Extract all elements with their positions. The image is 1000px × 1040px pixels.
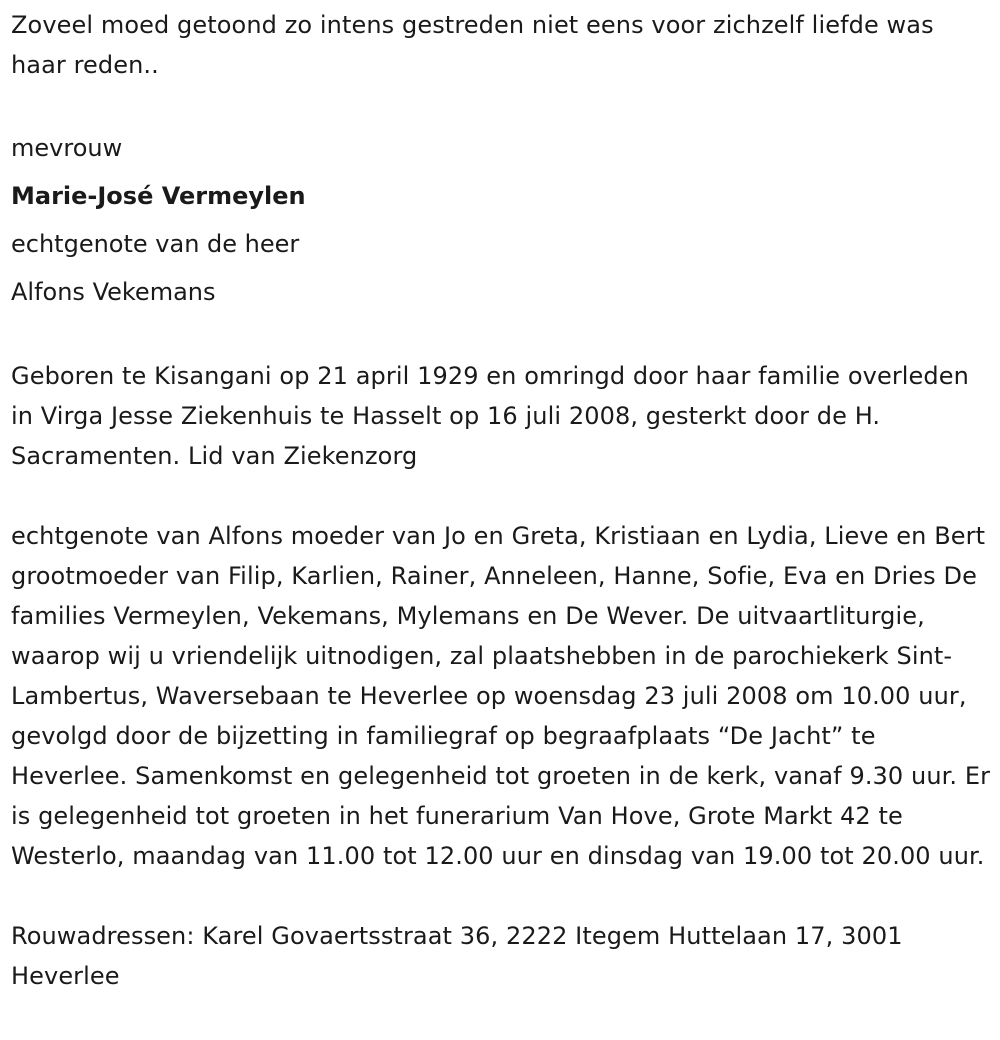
spacer — [11, 476, 991, 516]
family-and-service-paragraph: echtgenote van Alfons moeder van Jo en Greta, Kristiaan en Lydia, Lieve en Bert grootmoeder van Filip, Karlien, Rainer, Anneleen, Hanne, Sofie, Eva en Dries De families Vermeylen, Vekemans, Mylemans en De Wever. De uitvaartliturgie, waarop wij u vriendelijk uitnodigen, zal plaatshebben in de parochiekerk Sint-Lambertus, Waversebaan te Heverlee op woensdag 23 juli 2008 om 10.00 uur, gevolgd door de bijzetting in familiegraf op begraafplaats “De Jacht” te Heverlee. Samenkomst en gelegenheid tot groeten in de kerk, vanaf 9.30 uur. Er is gelegenheid tot groeten in het funerarium Van Hove, Grote Markt 42 te Westerlo, maandag van 11.00 tot 12.00 uur en dinsdag van 19.00 tot 20.00 uur. — [11, 522, 991, 870]
mourning-addresses: Rouwadressen: Karel Govaertsstraat 36, 2222 Itegem Huttelaan 17, 3001 Heverlee — [11, 922, 903, 990]
spacer — [11, 316, 991, 356]
obituary-document — [11, 0, 991, 996]
deceased-name: Marie-José Vermeylen — [11, 182, 306, 210]
spacer — [11, 85, 991, 124]
honorific-title: mevrouw — [11, 134, 123, 162]
spacer — [11, 876, 991, 916]
birth-death-paragraph: Geboren te Kisangani op 21 april 1929 en omringd door haar familie overleden in Virga Jesse Ziekenhuis te Hasselt op 16 juli 2008, gesterkt door de H. Sacramenten. Lid van Ziekenzorg — [11, 362, 969, 470]
opening-quote: Zoveel moed getoond zo intens gestreden niet eens voor zichzelf liefde was haar reden.. — [11, 11, 934, 79]
spouse-name: Alfons Vekemans — [11, 278, 216, 306]
spouse-label: echtgenote van de heer — [11, 230, 300, 258]
